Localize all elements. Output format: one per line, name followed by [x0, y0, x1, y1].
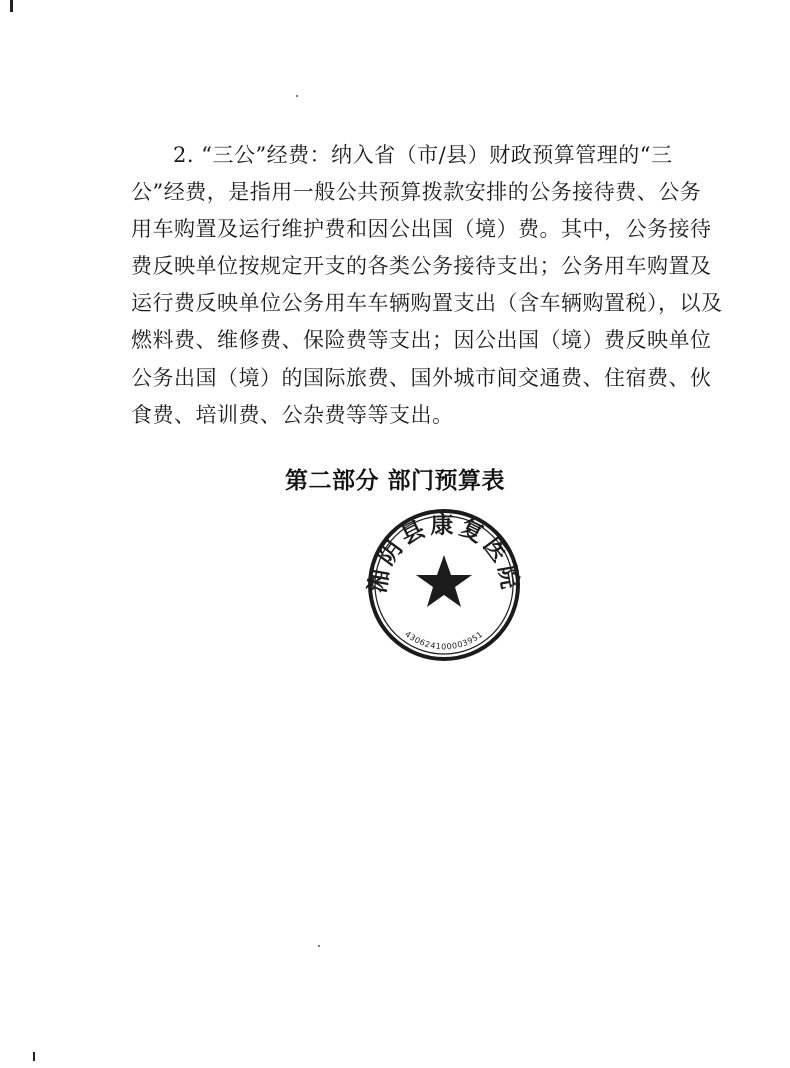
seal-code-text: 430624100003951 [403, 629, 485, 652]
paragraph-line: 2. “三公”经费：纳入省（市/县）财政预算管理的“三 [173, 143, 673, 167]
scan-mark-top-left [10, 0, 13, 12]
paragraph-line: 食费、培训费、公杂费等等支出。 [131, 403, 454, 427]
seal-name-text: 湘阴县康复医院 [364, 512, 524, 595]
official-seal [364, 505, 524, 665]
paragraph-line: 公”经费，是指用一般公共预算拨款安排的公务接待费、公务 [131, 180, 702, 204]
scan-dot [296, 95, 298, 97]
paragraph-line: 用车购置及运行维护费和因公出国（境）费。其中，公务接待 [131, 217, 712, 241]
scan-mark-bottom-left [33, 1052, 35, 1061]
scan-dot [318, 945, 320, 947]
paragraph-line: 运行费反映单位公务用车车辆购置支出（含车辆购置税），以及 [131, 291, 723, 315]
paragraph-line: 燃料费、维修费、保险费等支出；因公出国（境）费反映单位 [131, 328, 712, 352]
seal-star-icon [416, 555, 472, 607]
paragraph-line: 费反映单位按规定开支的各类公务接待支出；公务用车购置及 [131, 254, 712, 278]
paragraph-line: 公务出国（境）的国际旅费、国外城市间交通费、住宿费、伙 [131, 366, 712, 390]
section-heading: 第二部分 部门预算表 [284, 468, 505, 494]
